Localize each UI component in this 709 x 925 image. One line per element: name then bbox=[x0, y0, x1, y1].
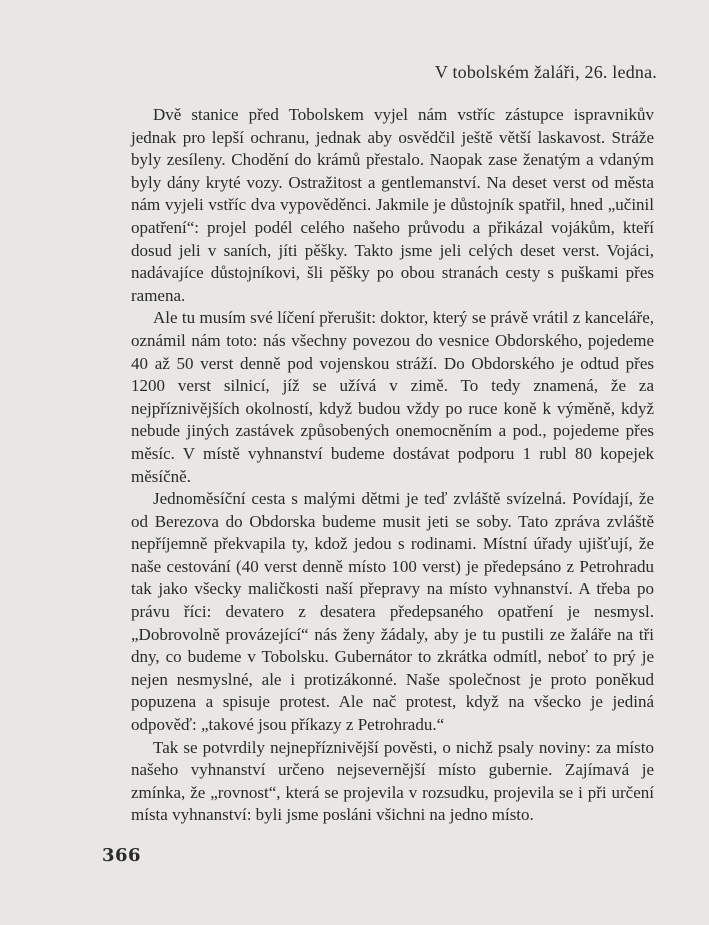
paragraph-1: Dvě stanice před Tobolskem vyjel nám vstříc zástupce ispravnikův jednak pro lepší ochranu, jednak aby osvědčil ještě větší laskavost. Stráže byly zesíleny. Chodění do krámů přestalo. Naopak zase ženatým a vdaným byly dány kryté vozy. Ostražitost a gentlemanství. Na deset verst od města nám vyjeli vstříc dva vypověděnci. Jakmile je důstojník spatřil, hned „učinil opatření“: projel podél celého našeho průvodu a přikázal vojákům, kteří dosud jeli v saních, jíti pěšky. Takto jsme jeli celých deset verst. Vojáci, nadávajíce důstojníkovi, šli pěšky po obou stranách cesty s puškami přes ramena. bbox=[131, 105, 654, 305]
body-text bbox=[131, 104, 654, 827]
paragraph-3: Jednoměsíční cesta s malými dětmi je teď zvláště svízelná. Povídají, že od Berezova do Obdorska budeme musit jeti se soby. Tato zpráva zvláště nepříjemně překvapila ty, kdož jedou s rodinami. Místní úřady ujišťují, že naše cestování (40 verst denně místo 100 verst) je předepsáno z Petrohradu tak jako všecky maličkosti naší přepravy na místo vyhnanství. A třeba po právu říci: devatero z desatera předepsaného opatření je nesmysl. „Dobrovolně provázející“ nás ženy žádaly, aby je tu pustili ze žaláře na tři dny, co budeme v Tobolsku. Gubernátor to zkrátka odmítl, neboť to prý je nejen nesmyslné, ale i protizákonné. Naše společnost je proto poněkud popuzena a spisuje protest. Ale nač protest, když na všecko je jediná odpověď: „takové jsou příkazy z Petrohradu.“ bbox=[131, 489, 654, 735]
paragraph-2: Ale tu musím své líčení přerušit: doktor, který se právě vrátil z kanceláře, oznámil nám toto: nás všechny povezou do vesnice Obdorského, pojedeme 40 až 50 verst denně pod vojenskou stráží. Do Obdorského je odtud přes 1200 verst silnicí, jíž se užívá v zimě. To tedy znamená, že za nejpříznivějších okolností, když budou vždy po ruce koně k výměně, když nebude jiných zastávek způsobených onemocněním a pod., pojedeme přes měsíc. V místě vyhnanství budeme dostávat podporu 1 rubl 80 kopejek měsíčně. bbox=[131, 308, 654, 486]
paragraph-4: Tak se potvrdily nejnepříznivější pověsti, o nichž psaly noviny: za místo našeho vyhnanství určeno nejsevernější místo gubernie. Zajímavá je zmínka, že „rovnost“, která se projevila v rozsudku, projevila se i při určení místa vyhnanství: byli jsme posláni všichni na jedno místo. bbox=[131, 737, 654, 825]
running-title: V tobolském žaláři, 26. ledna. bbox=[434, 62, 657, 82]
page-number: 366 bbox=[102, 845, 142, 866]
